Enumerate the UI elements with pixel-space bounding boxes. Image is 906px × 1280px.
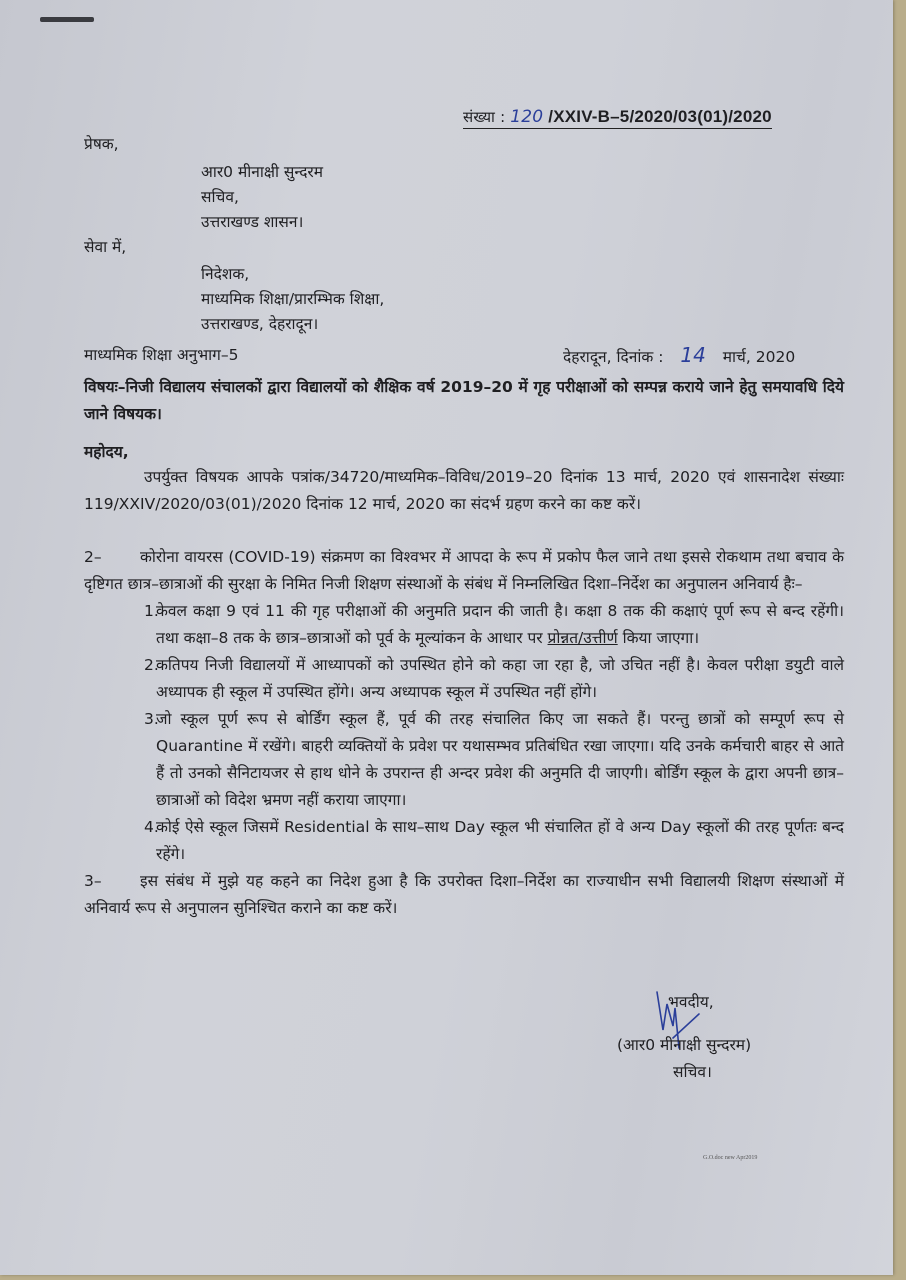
reference-number xyxy=(463,107,772,129)
paragraph-3 xyxy=(84,868,844,922)
date-month-year: मार्च, 2020 xyxy=(722,348,796,366)
paragraph-2 xyxy=(84,544,844,922)
paragraph-3-text: इस संबंध में मुझे यह कहने का निदेश हुआ है कि उपरोक्त दिशा–निर्देश का राज्याधीन सभी विद्यालयी शिक्षण संस्थाओं में अनिवार्य रूप से अनुपालन सुनिश्चित कराने का कष्ट करें। xyxy=(84,872,844,917)
handwritten-day: 14 xyxy=(680,343,706,367)
directive-list xyxy=(84,598,844,868)
sender-label: प्रेषक, xyxy=(84,135,119,153)
directive-item xyxy=(84,814,844,868)
recipient-label: सेवा में, xyxy=(84,238,127,256)
directive-item xyxy=(84,652,844,706)
signatory-designation: सचिव। xyxy=(673,1063,712,1081)
underlined-phrase: प्रोन्नत/उत्तीर्ण xyxy=(547,629,618,647)
paragraph-2-text: कोरोना वायरस (COVID-19) संक्रमण का विश्वभर में आपदा के रूप में प्रकोप फैल जाने तथा इससे रोकथाम तथा बचाव के दृष्टिगत छात्र–छात्राओं की सुरक्षा के निमित निजी शिक्षण संस्थाओं के संबंध में निम्नलिखित दिशा–निर्देश का अनुपालन अनिवार्य हैः– xyxy=(84,548,844,593)
reference-suffix: /XXIV-B–5/2020/03(01)/2020 xyxy=(548,107,772,126)
directive-item-text: कोई ऐसे स्कूल जिसमें Residential के साथ–साथ Day स्कूल भी संचालित हों वे अन्य Day स्कूलों की तरह पूर्णतः बन्द रहेंगे। xyxy=(156,818,844,863)
directive-item-text: केवल कक्षा 9 एवं 11 की गृह परीक्षाओं की अनुमति प्रदान की जाती है। कक्षा 8 तक की कक्षाएं पूर्ण रूप से बन्द रहेंगी। तथा कक्षा–8 तक के छात्र–छात्राओं को पूर्व के मूल्यांकन के आधार पर xyxy=(156,602,844,647)
recipient-title: निदेशक, xyxy=(201,265,250,283)
directive-item-text: कतिपय निजी विद्यालयों में आध्यापकों को उपस्थित होने को कहा जा रहा है, जो उचित नहीं है। केवल परीक्षा डयुटी वाले अध्यापक ही स्कूल में उपस्थित होंगे। अन्य अध्यापक स्कूल में उपस्थित नहीं होंगे। xyxy=(156,656,844,701)
directive-item-text-end: किया जाएगा। xyxy=(617,629,700,647)
section-name: माध्यमिक शिक्षा अनुभाग–5 xyxy=(84,346,239,364)
signatory-name: (आर0 मीनाक्षी सुन्दरम) xyxy=(617,1036,752,1054)
directive-item-number: 2. xyxy=(144,656,159,674)
reference-label: संख्या : xyxy=(463,108,506,126)
handwritten-reference-number: 120 xyxy=(510,107,544,127)
recipient-department: माध्यमिक शिक्षा/प्रारम्भिक शिक्षा, xyxy=(201,290,385,308)
directive-item xyxy=(84,598,844,652)
footer-code: G.O.doc new Apr2019 xyxy=(703,1155,758,1161)
letter-date xyxy=(563,343,795,367)
directive-item-number: 3. xyxy=(144,710,159,728)
valediction: भवदीय, xyxy=(668,993,714,1011)
paragraph-3-number: 3– xyxy=(84,872,102,890)
salutation: महोदय, xyxy=(84,443,129,461)
directive-item-number: 1. xyxy=(144,602,159,620)
date-prefix: देहरादून, दिनांक : xyxy=(563,348,664,366)
paragraph-1: उपर्युक्त विषयक आपके पत्रांक/34720/माध्यमिक–विविध/2019–20 दिनांक 13 मार्च, 2020 एवं शासनादेश संख्याः 119/XXIV/2020/03(01)/2020 दिनांक 12 मार्च, 2020 का संदर्भ ग्रहण करने का कष्ट करें। xyxy=(84,468,844,513)
directive-item-text: जो स्कूल पूर्ण रूप से बोर्डिंग स्कूल हैं, पूर्व की तरह संचालित किए जा सकते हैं। परन्तु छात्रों को सम्पूर्ण रूप से Quarantine में रखेंगे। बाहरी व्यक्तियों के प्रवेश पर यथासम्भव प्रतिबंधित रखा जाएगा। यदि उनके कर्मचारी बाहर से आते हैं तो उनको सैनिटायजर से हाथ धोने के उपरान्त ही अन्दर प्रवेश की अनुमति दी जाएगी। बोर्डिंग स्कूल के द्वारा अपनी छात्र–छात्राओं को विदेश भ्रमण नहीं कराया जाएगा। xyxy=(156,710,844,809)
subject-line: विषयः–निजी विद्यालय संचालकों द्वारा विद्यालयों को शैक्षिक वर्ष 2019–20 में गृह परीक्षाओं को सम्पन्न कराये जाने हेतु समयावधि दिये जाने विषयक। xyxy=(84,378,844,423)
paragraph-2-number: 2– xyxy=(84,548,102,566)
directive-item xyxy=(84,706,844,814)
directive-item-number: 4. xyxy=(144,818,159,836)
sender-designation: सचिव, xyxy=(201,188,239,206)
sender-name: आर0 मीनाक्षी सुन्दरम xyxy=(201,163,324,181)
sender-office: उत्तराखण्ड शासन। xyxy=(201,213,304,231)
staple-mark xyxy=(40,17,94,22)
recipient-place: उत्तराखण्ड, देहरादून। xyxy=(201,315,319,333)
